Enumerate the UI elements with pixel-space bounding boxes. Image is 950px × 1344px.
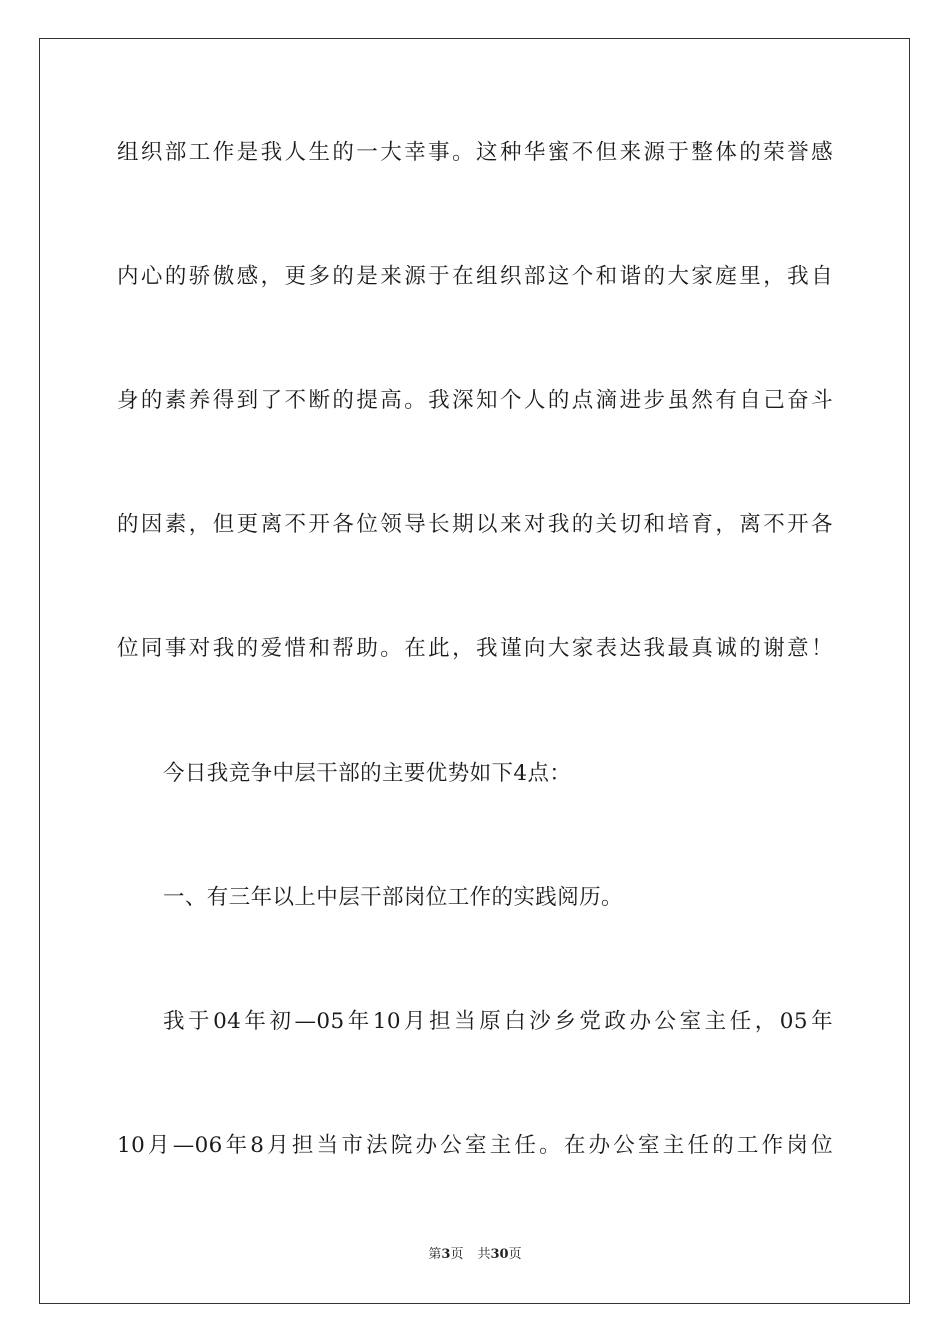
- page-footer: [0, 1246, 950, 1264]
- page-border: [39, 38, 910, 1304]
- footer-total-prefix: 共: [477, 1247, 491, 1262]
- footer-page-number: 3: [441, 1247, 451, 1262]
- text-line: 我于04年初—05年10月担当原白沙乡党政办公室主任，05年: [163, 1009, 833, 1034]
- text-line: 组织部工作是我人生的一大幸事。这种华蜜不但来源于整体的荣誉感: [117, 140, 833, 165]
- text-line: 内心的骄傲感，更多的是来源于在组织部这个和谐的大家庭里，我自: [117, 264, 833, 289]
- footer-page-suffix: 页: [450, 1247, 464, 1262]
- text-line: 一、有三年以上中层干部岗位工作的实践阅历。: [163, 885, 623, 910]
- text-line: 10月—06年8月担当市法院办公室主任。在办公室主任的工作岗位: [117, 1133, 833, 1158]
- text-line: 今日我竞争中层干部的主要优势如下4点：: [163, 761, 572, 786]
- footer-total-suffix: 页: [508, 1247, 522, 1262]
- text-line: 位同事对我的爱惜和帮助。在此，我谨向大家表达我最真诚的谢意！: [117, 636, 833, 661]
- footer-total-pages: 30: [490, 1247, 509, 1262]
- footer-page-prefix: 第: [428, 1247, 442, 1262]
- text-line: 的因素，但更离不开各位领导长期以来对我的关切和培育，离不开各: [117, 512, 833, 537]
- text-line: 身的素养得到了不断的提高。我深知个人的点滴进步虽然有自己奋斗: [117, 388, 833, 413]
